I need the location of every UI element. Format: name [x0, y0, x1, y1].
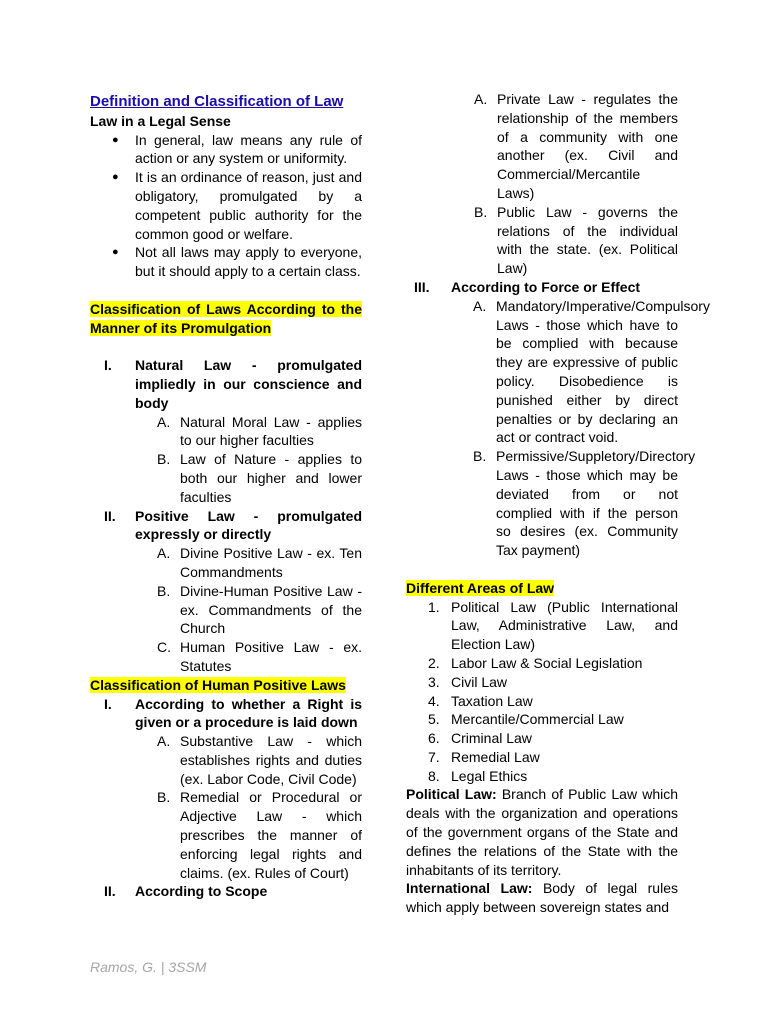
bullet-item: ● It is an ordinance of reason, just and obligatory, promulgated by a competent public authority for the common good or welfare.	[112, 169, 362, 242]
list-item: A. Substantive Law - which establishes rights and duties (ex. Labor Code, Civil Code)	[157, 733, 362, 787]
list-item: 8. Legal Ethics	[428, 767, 528, 784]
bullet-marker: ●	[112, 246, 119, 259]
list-item: 2. Labor Law & Social Legislation	[428, 654, 643, 671]
list-item: B. Remedial or Procedural or Adjective Law - which prescribes the manner of enforcing legal rights and claims. (ex. Rules of Court)	[157, 789, 362, 881]
bullet-marker: ●	[112, 171, 119, 184]
list-item: 1. Political Law (Public International Law, Administrative Law, and Election Law)	[428, 598, 678, 653]
areas-heading: Different Areas of Law	[406, 579, 555, 596]
list-item: 6. Criminal Law	[428, 730, 532, 747]
legal-sense-heading: Law in a Legal Sense	[90, 112, 231, 129]
bullet-item: ● In general, law means any rule of action or any system or uniformity.	[112, 131, 362, 167]
left-column	[90, 90, 362, 901]
right-column	[406, 90, 710, 917]
list-item: A. Divine Positive Law - ex. Ten Commandments	[157, 545, 362, 580]
list-item: C. Human Positive Law - ex. Statutes	[157, 639, 362, 674]
bullet-item: ● Not all laws may apply to everyone, but it should apply to a certain class.	[112, 244, 362, 280]
list-item: B. Public Law - governs the relations of the individual with the state. (ex. Political Law)	[474, 203, 678, 277]
list-item: B. Law of Nature - applies to both our higher and lower faculties	[157, 451, 362, 505]
positive-law-item: II. Positive Law - promulgated expressly or directly	[104, 507, 362, 543]
international-law-definition: International Law: Body of legal rules which apply between sovereign states and	[406, 880, 678, 916]
bullet-marker: ●	[112, 133, 119, 146]
political-law-definition: Political Law: Branch of Public Law which deals with the organization and operations of the government organs of the State and defines the relations of the State with the inhabitants of its territory.	[406, 786, 679, 878]
list-item: B. Divine-Human Positive Law - ex. Commandments of the Church	[157, 582, 362, 637]
natural-law-item: I. Natural Law - promulgated impliedly in our conscience and body	[104, 357, 362, 411]
list-item: 5. Mercantile/Commercial Law	[428, 711, 624, 728]
page-footer: Ramos, G. | 3SSM	[90, 959, 207, 975]
promulgation-heading: Classification of Laws According to the Manner of its Promulgation	[90, 300, 362, 336]
list-item: A. Natural Moral Law - applies to our higher faculties	[157, 413, 362, 449]
document-title: Definition and Classification of Law	[90, 93, 344, 110]
list-item: 3. Civil Law	[428, 673, 508, 690]
human-positive-heading: Classification of Human Positive Laws	[90, 676, 346, 693]
list-item: A. Mandatory/Imperative/Compulsory Laws - those which have to be complied with because they are expressive of public policy. Disobedience is punished either by direct penalties or by declaring an act or contract void.	[473, 297, 710, 446]
list-item: 4. Taxation Law	[428, 692, 533, 709]
list-item: 7. Remedial Law	[428, 748, 540, 765]
list-item: A. Private Law - regulates the relationship of the members of a community with one another (ex. Civil and Commercial/Mercantile Laws)	[474, 91, 678, 201]
list-item: B. Permissive/Suppletory/Directory Laws - those which may be deviated from or not complied with if the person so desires (ex. Community Tax payment)	[473, 448, 696, 559]
right-procedure-item: I. According to whether a Right is given or a procedure is laid down	[104, 695, 362, 731]
scope-item: II. According to Scope	[104, 883, 268, 900]
force-effect-item: III. According to Force or Effect	[414, 278, 641, 295]
